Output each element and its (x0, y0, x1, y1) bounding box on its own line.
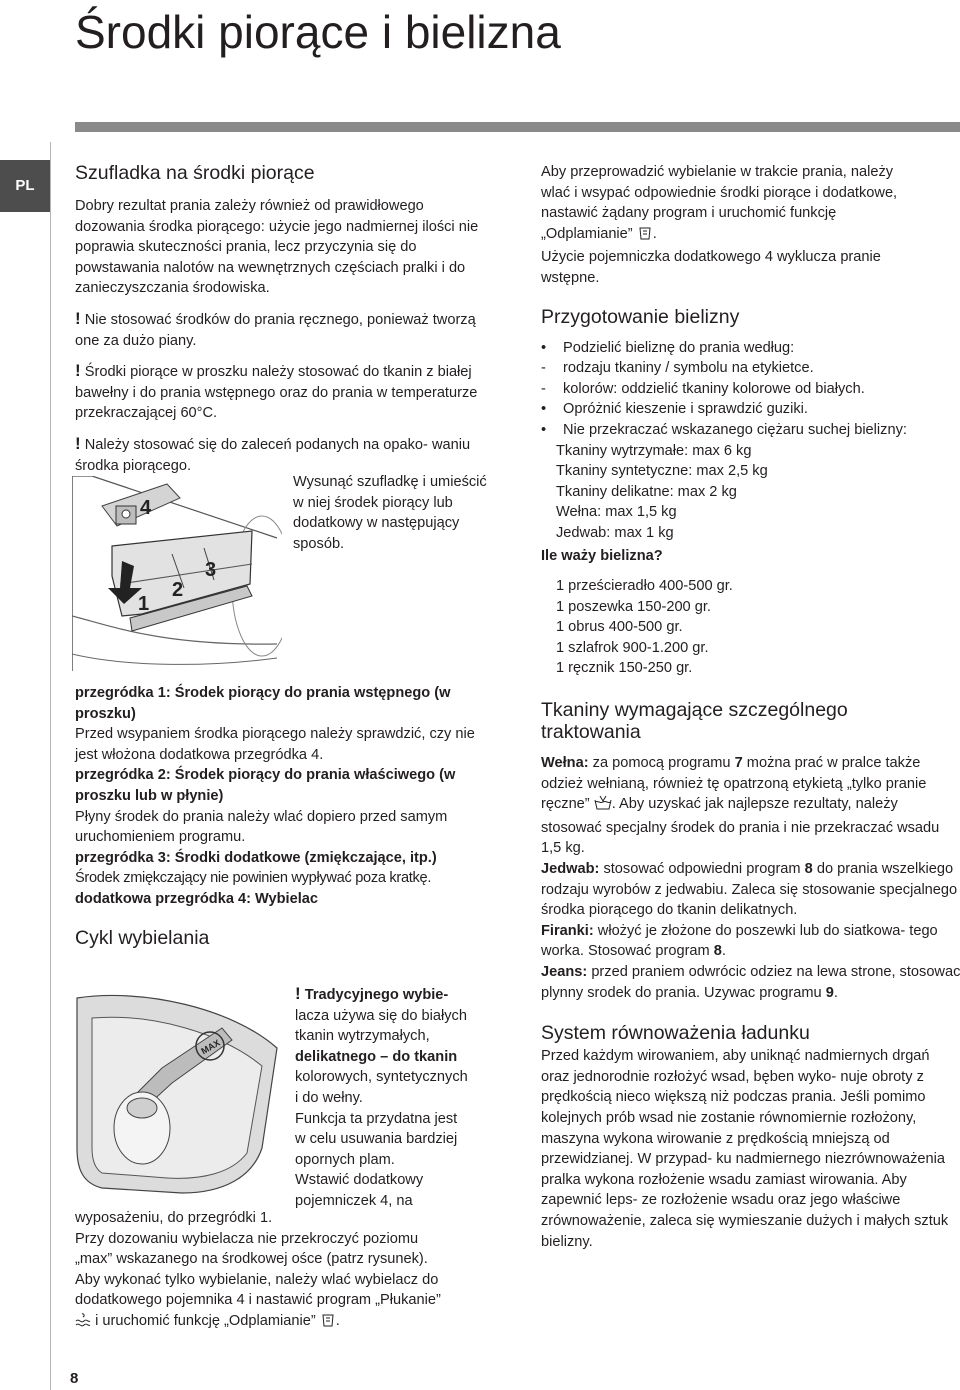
weight-limits: Tkaniny wytrzymałe: max 6 kg Tkaniny syntetyczne: max 2,5 kg Tkaniny delikatne: max 2 kg Wełna: max 1,5 kg Jedwab: max 1 kg (556, 442, 768, 541)
drawer-number-1: 1 (138, 593, 150, 615)
compartment-2-title: przegródka 2: Środek piorący do prania właściwego (w proszku lub w płynie) (75, 767, 456, 804)
bleach-side-text: ! Tradycyjnego wybie- lacza używa się do białych tkanin wytrzymałych, delikatnego – do tkanin kolorowych, syntetycznych i do wełny. Funkcja ta przydatna jest w celu usuwania bardziej opornych plam. Wstawić dodatkowy pojemniczek 4, na (295, 984, 468, 1209)
wool-text: Wełna: za pomocą programu 7 można prać w pralce także odzież wełnianą, również tę opatrzoną etykietą „tylko pranie ręczne” . Aby uzyskać jak najlepsze rezultaty, należy stosować specjalny środek do prania i nie przekraczać wsadu 1,5 kg. (541, 755, 940, 857)
compartment-1-text: Przed wsypaniem środka piorącego należy sprawdzić, czy nie jest włożona dodatkowa przegródka 4. (75, 726, 475, 763)
how-heavy-label: Ile waży bielizna? (541, 547, 663, 564)
note-foam: ! Nie stosować środków do prania ręcznego, ponieważ tworzą one za dużo piany. (75, 308, 476, 349)
language-tab: PL (0, 160, 50, 212)
margin-rule (50, 142, 51, 1390)
note-package: ! Należy stosować się do zaleceń podanych na opako- waniu środka piorącego. (75, 433, 471, 474)
list-item: - kolorów: oddzielić tkaniny kolorowe od białych. (541, 380, 865, 397)
list-item: • Podzielić bieliznę do prania według: (541, 339, 795, 356)
left-column (75, 162, 495, 476)
bleach-heading: Cykl wybielania (75, 926, 210, 949)
right-column: Aby przeprowadzić wybielanie w trakcie prania, należy wlać i wsypać odpowiednie środki piorące i dodatkowe, nastawić żądany program i uruchomić funkcję „Odplamianie” . Użycie pojemniczka dodatkowego 4 wyklucza pranie wstępne. Przygotowanie bielizny • Podzielić bieliznę do prania według: - rodzaju tkaniny / symbolu na etykietce. - kolorów: oddzielić tkaniny kolorowe od białych. • Opróżnić kieszenie i sprawdzić guziki. • Nie przekraczać wskazanego ciężaru suchej bielizny: Tkaniny wytrzymałe: max 6 kg Tkaniny syntetyczne: max 2,5 kg Tkaniny delikatne: max 2 kg Wełna: max 1,5 kg Jedwab: max 1 kg Ile waży bielizna? 1 prześcieradło 400-500 gr. 1 poszewka 150-200 gr. 1 obrus 400-500 gr. 1 szlafrok 900-1.200 gr. 1 ręcznik 150-250 gr. Tkaniny wymagające szczególnego traktowania Wełna: za pomocą programu 7 można prać w pralce także odzież wełnianą, również tę opatrzoną etykietą „tylko pranie ręczne” . Aby uzyskać jak najlepsze rezultaty, należy stosować specjalny środek do prania i nie przekraczać wsadu 1,5 kg. Jedwab: stosować odpowiedni program 8 do prania wszelkiego rodzaju wyrobów z jedwabiu. Zaleca się stosowanie specjalnego środka piorącego do tkanin delikatnych. Firanki: włożyć je złożone do poszewki lub do siatkowa- tego worka. Stosować program 8. Jeans: przed praniem odwrócic odziez na lewa strone, stosowac plynny srodek do prania. Uzywac programu 9. System równoważenia ładunku Przed każdym wirowaniem, aby uniknąć nadmiernych drgań oraz jednorodnie rozłożyć wsad, bęben wyko- nuje obroty z prędkością nieco większą niż podczas prania. Jeśli pomimo kolejnych prób wsad nie zostanie równomiernie rozłożony, maszyna wykona wirowanie z prędkością mniejszą od przewidzianej. W przypad- ku nadmiernego niezrównoważenia pralka wykona rozłożenie wsadu zamiast wirowania. Aby zapewnić leps- ze rozłożenie wsadu oraz jego właściwe zrównoważenie, zaleca się wymieszanie dużych i małych sztuk bielizny. (541, 162, 960, 1252)
drawer-number-4: 4 (140, 497, 152, 519)
drawer-number-3: 3 (205, 559, 217, 581)
list-item: - rodzaju tkaniny / symbolu na etykietce. (541, 360, 814, 377)
compartment-3-title: przegródka 3: Środki dodatkowe (zmiękczające, itp.) (75, 849, 437, 866)
balance-heading: System równoważenia ładunku (541, 1022, 810, 1045)
page-title: Środki piorące i bielizna (75, 6, 561, 58)
drawer-caption: Wysunąć szufladkę i umieścić w niej środek piorący lub dodatkowy w następujący sposób. (293, 474, 487, 552)
warning-icon: ! (75, 433, 81, 453)
curtains-text: Firanki: włożyć je złożone do poszewki lub do siatkowa- tego worka. Stosować program 8. (541, 922, 938, 960)
compartment-2-text: Płyny środek do prania należy wlać dopiero przed samym uruchomieniem programu. (75, 808, 448, 846)
prep-heading: Przygotowanie bielizny (541, 305, 740, 328)
list-item: • Nie przekraczać wskazanego ciężaru suchej bielizny: (541, 421, 907, 438)
intro-text: Dobry rezultat prania zależy również od prawidłowego dozowania środka piorącego: użycie jego nadmiernej ilości nie poprawia skuteczności prania, lecz przyczynia się do powstawania nalotów na wewnętrznych częściach pralki i do zanieczyszczania środowiska. (75, 198, 479, 297)
balance-text: Przed każdym wirowaniem, aby uniknąć nadmiernych drgań oraz jednorodnie rozłożyć wsad, bęben wyko- nuje obroty z prędkością nieco większą niż podczas prania. Jeśli pomimo kolejnych prób wsad nie zostanie równomiernie rozłożony, maszyna wykona wirowanie z prędkością mniejszą od przewidzianej. W przypad- ku nadmiernego niezrównoważenia pralka wykona rozłożenie wsadu zamiast wirowania. Aby zapewnić leps- ze rozłożenie wsadu oraz jego właściwe zrównoważenie, zaleca się wymieszanie dużych i małych sztuk bielizny. (541, 1048, 949, 1250)
stain-removal-icon (637, 225, 653, 248)
detergent-drawer-illustration (72, 476, 282, 671)
stain-removal-icon (320, 1312, 336, 1335)
drawer-number-2: 2 (172, 579, 184, 601)
title-rule (75, 122, 960, 132)
compartment-1-title: przegródka 1: Środek piorący do prania wstępnego (w proszku) (75, 685, 451, 722)
warning-icon: ! (295, 984, 301, 1003)
silk-text: Jedwab: stosować odpowiedni program 8 do prania wszelkiego rodzaju wyrobów z jedwabiu. Zaleca się stosowanie specjalnego środka piorącego do tkanin delikatnych. (541, 861, 958, 919)
page-number: 8 (70, 1370, 79, 1387)
max-label: MAX (199, 1037, 222, 1057)
compartments-section (75, 683, 495, 949)
bleach-bottom-text: wyposażeniu, do przegródki 1. Przy dozowaniu wybielacza nie przekroczyć poziomu „max” wskazanego na środkowej ośce (patrz rysunek). Aby wykonać tylko wybielanie, należy wlać wybielacz do dodatkowego pojemnika 4 i nastawić program „Płukanie” i uruchomić funkcję „Odplamianie” . (75, 1208, 495, 1335)
note-powder: ! Środki piorące w proszku należy stosować do tkanin z białej bawełny i do prania wstępnego oraz do prania w temperaturze przekraczającej 60°C. (75, 361, 478, 422)
item-weights: 1 prześcieradło 400-500 gr. 1 poszewka 150-200 gr. 1 obrus 400-500 gr. 1 szlafrok 900-1.200 gr. 1 ręcznik 150-250 gr. (556, 578, 733, 677)
hand-wash-icon (594, 795, 612, 818)
compartment-3-text: Środek zmiękczający nie powinien wypływać poza kratkę. (75, 870, 432, 887)
warning-icon: ! (75, 308, 81, 328)
jeans-text: Jeans: przed praniem odwrócic odziez na lewa strone, stosowac plynny srodek do prania. Uzywac programu 9. (541, 964, 960, 1001)
prep-list (541, 338, 960, 441)
list-item: • Opróżnić kieszenie i sprawdzić guziki. (541, 401, 808, 418)
warning-icon: ! (75, 361, 81, 381)
rinse-icon (75, 1312, 91, 1335)
drawer-heading: Szufladka na środki piorące (75, 162, 315, 184)
compartment-4-title: dodatkowa przegródka 4: Wybielac (75, 890, 319, 907)
bleach-container-illustration (72, 988, 287, 1200)
special-heading: Tkaniny wymagające szczególnego traktowania (541, 699, 848, 744)
